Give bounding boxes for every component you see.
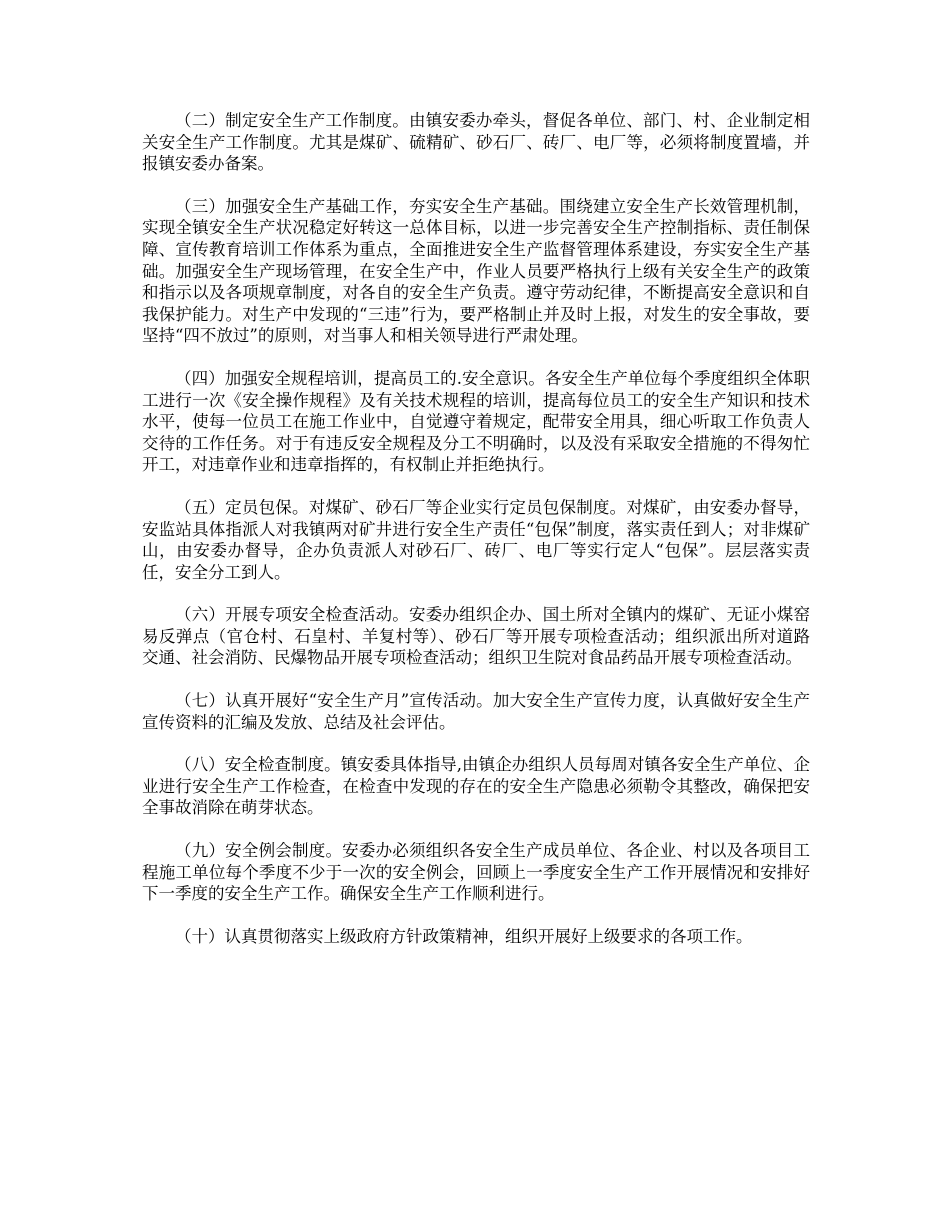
paragraph-9-safety-meeting: （九）安全例会制度。安委办必须组织各安全生产成员单位、各企业、村以及各项目工程施工单位每个季度不少于一次的安全例会，回顾上一季度安全生产工作开展情况和安排好下一季度的安全生产工作。确保安全生产工作顺利进行。 — [142, 841, 810, 904]
paragraph-8-inspection-system: （八）安全检查制度。镇安委具体指导,由镇企办组织人员每周对镇各安全生产单位、企业进行安全生产工作检查，在检查中发现的存在的安全生产隐患必须勒令其整改，确保把安全事故消除在萌芽状态。 — [142, 755, 810, 818]
paragraph-6-special-inspection: （六）开展专项安全检查活动。安委办组织企办、国土所对全镇内的煤矿、无证小煤窑易反弹点（官仓村、石皇村、羊复村等）、砂石厂等开展专项检查活动；组织派出所对道路交通、社会消防、民爆物品开展专项检查活动；组织卫生院对食品药品开展专项检查活动。 — [142, 605, 810, 668]
paragraph-10-policy-implementation: （十）认真贯彻落实上级政府方针政策精神，组织开展好上级要求的各项工作。 — [175, 926, 753, 946]
paragraph-3-safety-foundation: （三）加强安全生产基础工作，夯实安全生产基础。围绕建立安全生产长效管理机制，实现全镇安全生产状况稳定好转这一总体目标，以进一步完善安全生产控制指标、责任制保障、宣传教育培训工作体系为重点，全面推进安全生产监督管理体系建设，夯实安全生产基础。加强安全生产现场管理，在安全生产中，作业人员要严格执行上级有关安全生产的政策和指示以及各项规章制度，对各自的安全生产负责。遵守劳动纪律，不断提高安全意识和自我保护能力。对生产中发现的“三违”行为，要严格制止并及时上报，对发生的安全事故，要坚持“四不放过”的原则，对当事人和相关领导进行严肃处理。 — [142, 196, 810, 346]
document-body — [142, 110, 810, 947]
paragraph-7-safety-month: （七）认真开展好“安全生产月”宣传活动。加大安全生产宣传力度，认真做好安全生产宣传资料的汇编及发放、总结及社会评估。 — [142, 691, 810, 732]
paragraph-4-safety-training: （四）加强安全规程培训，提高员工的.安全意识。各安全生产单位每个季度组织全体职工进行一次《安全操作规程》及有关技术规程的培训，提高每位员工的安全生产知识和技术水平，使每一位员工在施工作业中，自觉遵守着规定，配带安全用具，细心听取工作负责人交待的工作任务。对于有违反安全规程及分工不明确时，以及没有采取安全措施的不得匆忙开工，对违章作业和违章指挥的，有权制止并拒绝执行。 — [142, 368, 810, 475]
paragraph-5-staff-responsibility: （五）定员包保。对煤矿、砂石厂等企业实行定员包保制度。对煤矿，由安委办督导，安监站具体指派人对我镇两对矿井进行安全生产责任“包保”制度，落实责任到人；对非煤矿山，由安委办督导，企办负责派人对砂石厂、砖厂、电厂等实行定人“包保”。层层落实责任，安全分工到人。 — [142, 497, 810, 582]
paragraph-2-safety-work-system: （二）制定安全生产工作制度。由镇安委办牵头，督促各单位、部门、村、企业制定相关安全生产工作制度。尤其是煤矿、硫精矿、砂石厂、砖厂、电厂等，必须将制度置墙，并报镇安委办备案。 — [142, 111, 810, 174]
